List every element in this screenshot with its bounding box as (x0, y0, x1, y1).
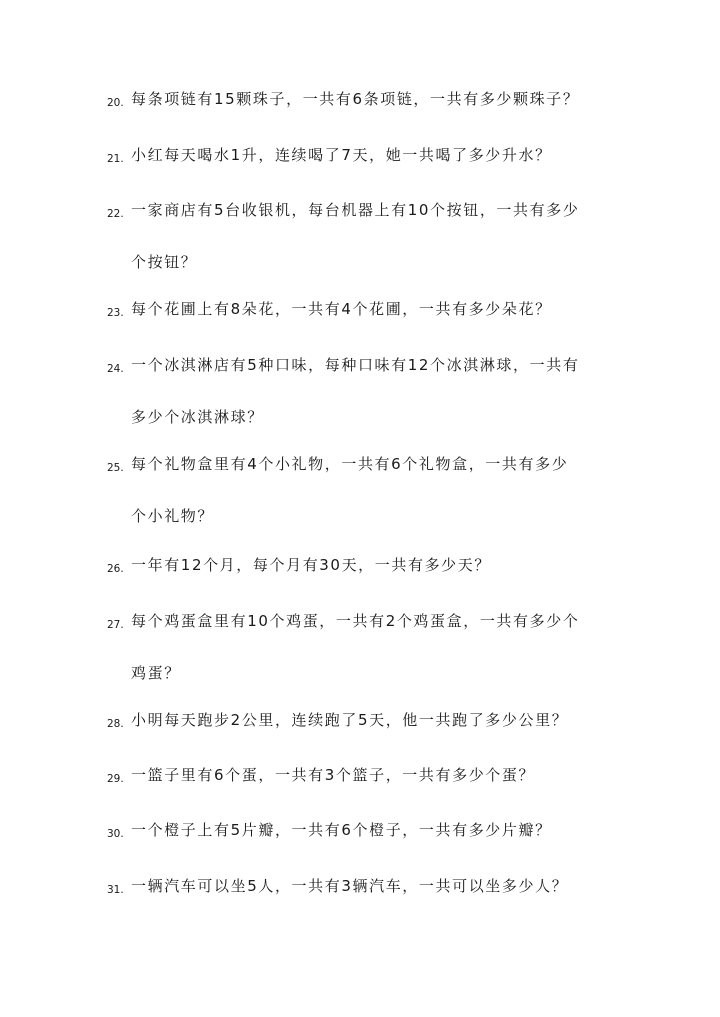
question-text-continued: 个小礼物？ (131, 507, 215, 525)
question-text: 一篮子里有6个蛋，一共有3个篮子，一共有多少个蛋？ (131, 766, 536, 784)
question-27 (107, 612, 647, 716)
question-number: 21. (107, 153, 124, 165)
question-number: 27. (107, 619, 124, 631)
question-line (107, 90, 647, 142)
question-text: 每个花圃上有8朵花，一共有4个花圃，一共有多少朵花？ (131, 300, 552, 318)
question-text: 一个冰淇淋店有5种口味，每种口味有12个冰淇淋球，一共有 (131, 356, 580, 374)
question-line-continued (107, 253, 647, 305)
question-number: 20. (107, 97, 124, 109)
question-text: 一辆汽车可以坐5人，一共有3辆汽车，一共可以坐多少人？ (131, 877, 569, 895)
question-29 (107, 766, 647, 818)
question-number: 25. (107, 462, 124, 474)
question-text: 一个橙子上有5片瓣，一共有6个橙子，一共有多少片瓣？ (131, 821, 552, 839)
question-text: 每条项链有15颗珠子，一共有6条项链，一共有多少颗珠子？ (131, 90, 580, 108)
question-text: 小红每天喝水1升，连续喝了7天，她一共喝了多少升水？ (131, 146, 552, 164)
question-line (107, 146, 647, 198)
question-line (107, 556, 647, 608)
question-31 (107, 877, 647, 929)
question-line (107, 877, 647, 929)
question-line (107, 356, 647, 408)
question-text-continued: 个按钮？ (131, 253, 198, 271)
question-text: 一家商店有5台收银机，每台机器上有10个按钮，一共有多少 (131, 201, 580, 219)
question-line (107, 612, 647, 664)
question-number: 22. (107, 208, 124, 220)
question-26 (107, 556, 647, 608)
question-20 (107, 90, 647, 142)
question-text: 小明每天跑步2公里，连续跑了5天，他一共跑了多少公里？ (131, 711, 569, 729)
question-line-continued (107, 664, 647, 716)
question-23 (107, 300, 647, 352)
question-21 (107, 146, 647, 198)
question-line-continued (107, 507, 647, 559)
question-line (107, 455, 647, 507)
question-text-continued: 鸡蛋？ (131, 664, 181, 682)
question-line (107, 766, 647, 818)
question-number: 31. (107, 884, 124, 896)
question-number: 24. (107, 363, 124, 375)
question-number: 29. (107, 773, 124, 785)
question-text: 一年有12个月，每个月有30天，一共有多少天？ (131, 556, 491, 574)
question-line-continued (107, 408, 647, 460)
question-number: 26. (107, 563, 124, 575)
question-line (107, 201, 647, 253)
question-number: 28. (107, 718, 124, 730)
question-text: 每个礼物盒里有4个小礼物，一共有6个礼物盒，一共有多少 (131, 455, 569, 473)
question-line (107, 821, 647, 873)
question-24 (107, 356, 647, 460)
question-line (107, 300, 647, 352)
question-28 (107, 711, 647, 763)
question-text-continued: 多少个冰淇淋球？ (131, 408, 264, 426)
question-22 (107, 201, 647, 305)
question-25 (107, 455, 647, 559)
question-number: 23. (107, 307, 124, 319)
question-number: 30. (107, 828, 124, 840)
question-30 (107, 821, 647, 873)
question-line (107, 711, 647, 763)
question-text: 每个鸡蛋盒里有10个鸡蛋，一共有2个鸡蛋盒，一共有多少个 (131, 612, 580, 630)
